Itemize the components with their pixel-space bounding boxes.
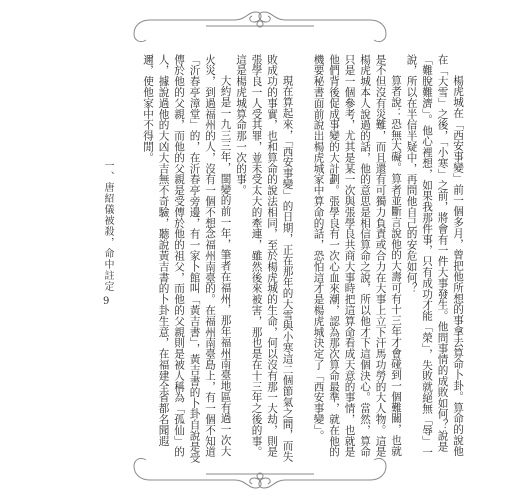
- page-number: 9: [103, 296, 110, 307]
- paragraph: 算者說：恐無大礙。算者並斷言說他的大壽可有十三年才會碰到一個難關，也就是不但沒有災難，而且還有可獨力負責或合力在大事上立下汗馬功勞的大人物。這是楊虎城本人說過的話，他的意思是相信算命之說，所以他才下這個決心。當然，算命只是一個參考，尤其是某一次與張學良共商大事時把這算命看成天意的事情，也就是他們背後促成事變的大計劃。張學良有一次心血來潮，認為那次算命最準，就在他的機要秘書面前說出楊虎城家中算命的話，恐怕這才是楊虎城決定了「西安事變」。: [312, 54, 402, 458]
- body-text: [137, 54, 465, 466]
- running-header: 一、唐紹儀被殺，命中註定: [102, 160, 113, 292]
- paragraph: 楊虎城在「西安事變」前一個多月，曾把他所想的事拿去算命卜卦。算命的說他在「大雪」之後，「小寒」之前，將會有一件大事發生。他問事情的成敗如何？說是「難脫難濟」。他心裡想，如果我那件事，只有成功才能「榮」，失敗就絕無「辱」一說，所以在半信半疑中，再問他自己的安危如何？: [405, 54, 464, 458]
- paragraph: 現在算起來，「西安事變」的日期，正在那年的大雪與小寒這二個節氣之間，而失敗成功的事實，也和算命的說法相同，至於楊虎城的生命，何以沒有那一大劫，則是張學良一人受其罪，並未受太大的牽連，雖然後來被害，那也是在十三年之後的事。這是楊虎城算命那一次的事。: [235, 54, 294, 463]
- paragraph: 大約是一九三三年，閩變的前一年，筆者在福州，那年福州南臺地區有過一次大火災，到過福州的人，沒有一個不想念福州南臺的。在福州南臺島上，有一個不知道「沂春亭漳堂」的，在沂春亭旁邊，有一家卜館叫「黃吉書」，黃吉書的卜卦自說是受傳於他的父親，而他的父親是受傳於他的祖父，而他的父親則是被人稱為「孤仙」的人，據說過他的大凶大吉無不奇驗，聽說黃吉書的卜卦生意，在福建全省都名聞遐邇，使他家中不得閒。: [142, 54, 232, 463]
